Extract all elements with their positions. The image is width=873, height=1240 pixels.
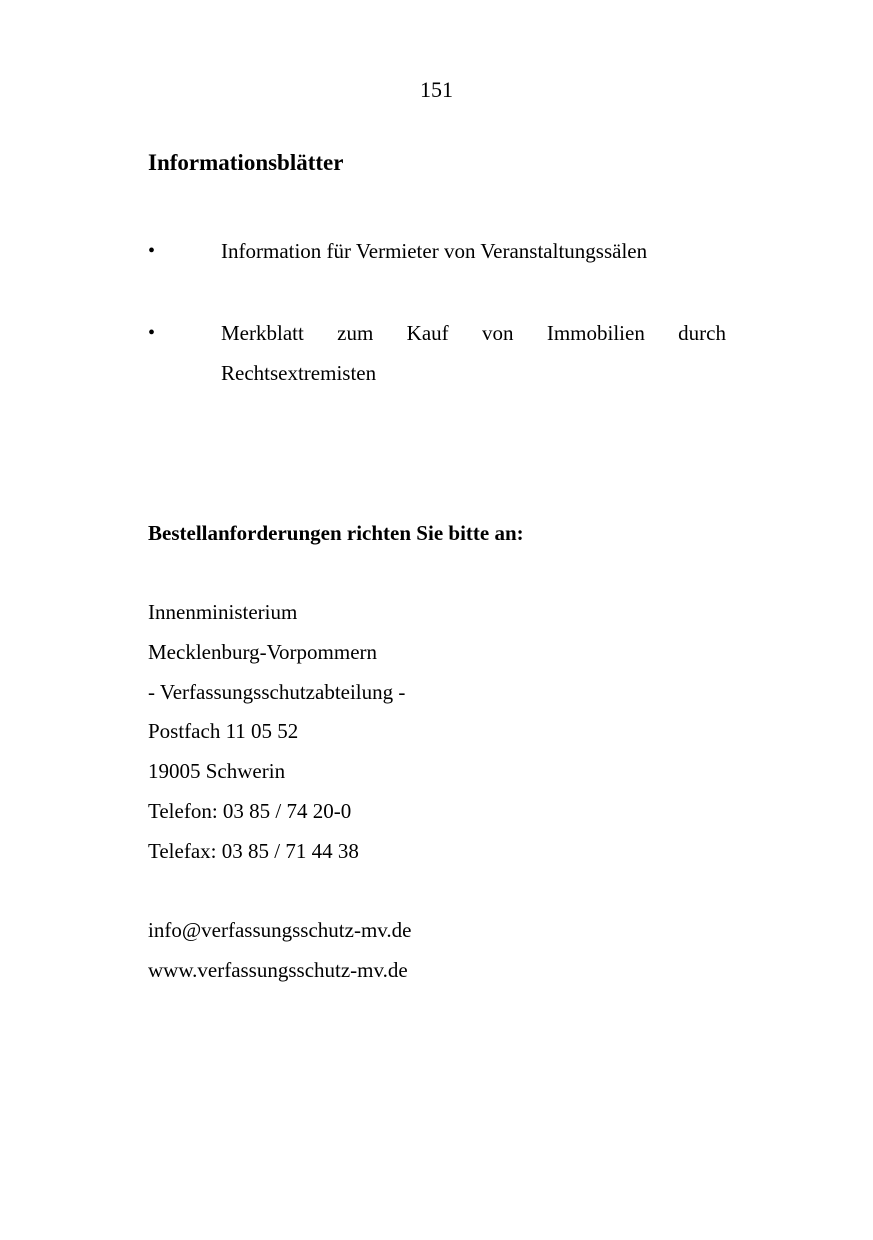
address-department: - Verfassungsschutzabteilung - (148, 679, 406, 704)
email-link[interactable]: info@verfassungsschutz-mv.de (148, 918, 412, 943)
address-city: 19005 Schwerin (148, 759, 286, 784)
address-state: Mecklenburg-Vorpommern (148, 639, 378, 664)
address-org: Innenministerium (148, 600, 298, 624)
list-item-text (221, 313, 726, 393)
spacer (148, 872, 412, 912)
word: von (481, 321, 514, 345)
word: zum (337, 321, 374, 345)
word: Immobilien (546, 321, 645, 345)
word: Merkblatt (221, 321, 304, 345)
section-title: Informationsblätter (148, 150, 344, 175)
website-link[interactable]: www.verfassungsschutz-mv.de (148, 958, 408, 983)
address-block (148, 593, 412, 991)
bullet-icon: • (148, 240, 156, 262)
page-number: 151 (420, 77, 453, 102)
bullet-icon: • (148, 322, 156, 344)
address-po-box: Postfach 11 05 52 (148, 719, 299, 744)
list-item-line: Rechtsextremisten (221, 361, 377, 385)
order-heading: Bestellanforderungen richten Sie bitte an: (148, 521, 524, 545)
list-item-text: Information für Vermieter von Veranstaltungssälen (221, 239, 648, 263)
word: Kauf (406, 321, 449, 345)
address-fax: Telefax: 03 85 / 71 44 38 (148, 838, 359, 863)
address-phone: Telefon: 03 85 / 74 20-0 (148, 798, 352, 823)
word: durch (678, 321, 726, 345)
